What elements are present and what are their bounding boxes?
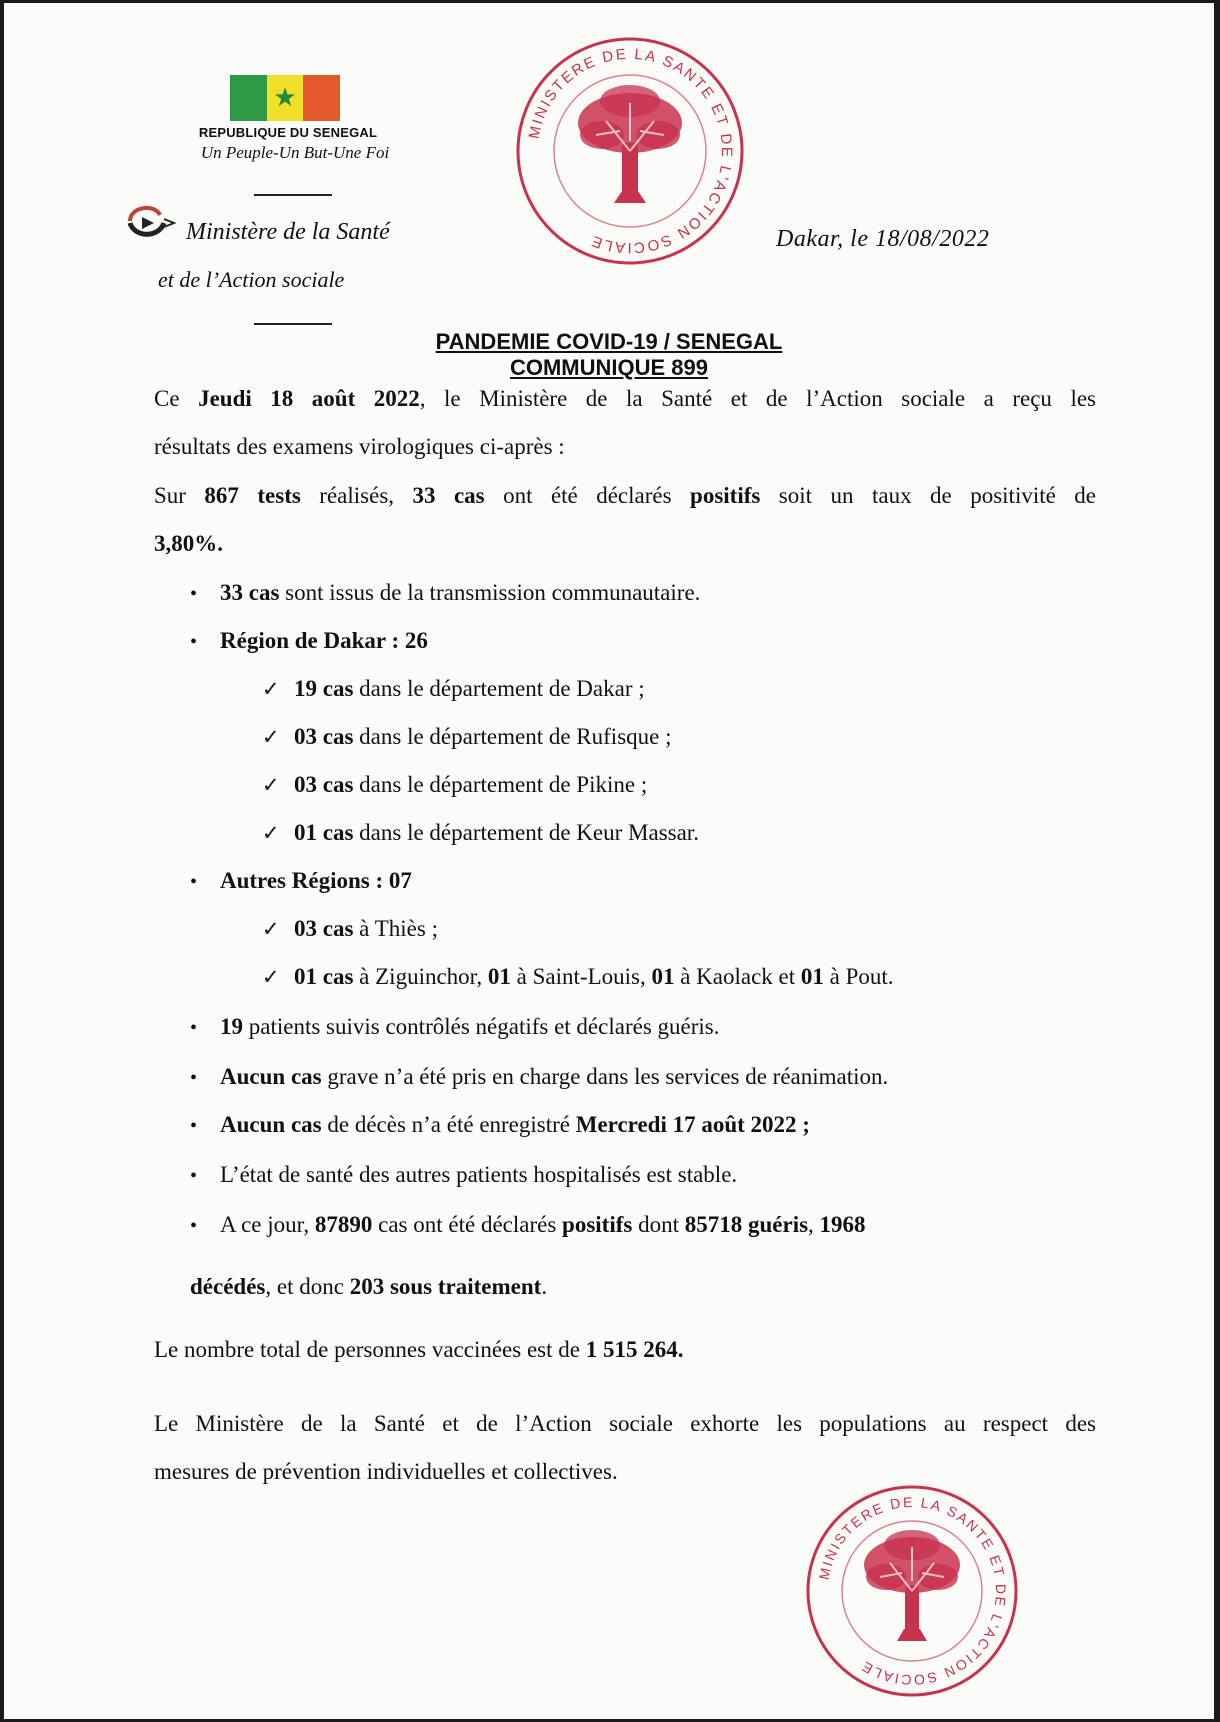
positivity-rate: 3,80%. [154, 531, 223, 556]
intro-line1: Ce Jeudi 18 août 2022, le Ministère de la Santé et de l’Action sociale a reçu les [154, 386, 1096, 411]
list-item: ✓ 01 cas dans le département de Keur Massar. [262, 820, 699, 845]
communique-title [4, 329, 1214, 381]
list-item: • Région de Dakar : 26 [190, 628, 428, 653]
list-item: • 19 patients suivis contrôlés négatifs et déclarés guéris. [190, 1014, 720, 1039]
list-item: • A ce jour, 87890 cas ont été déclarés positifs dont 85718 guéris, 1968 [190, 1212, 866, 1237]
flag-yellow-band [267, 75, 304, 121]
intro-line2: résultats des examens virologiques ci-après : [154, 434, 565, 459]
list-item: ✓ 19 cas dans le département de Dakar ; [262, 676, 645, 701]
document-date: Dakar, le 18/08/2022 [776, 226, 990, 252]
vaccination-total: Le nombre total de personnes vaccinées est de 1 515 264. [154, 1337, 684, 1362]
closing-line1: Le Ministère de la Santé et de l’Action sociale exhorte les populations au respect des [154, 1411, 1096, 1436]
svg-text:MINISTERE DE LA SANTE ET DE L': MINISTERE DE LA SANTE ET DE L'ACTION SOCIALE [815, 1493, 1010, 1689]
list-item: ✓ 03 cas à Thiès ; [262, 916, 438, 941]
check-icon: ✓ [262, 725, 280, 749]
flag-green-band [230, 75, 267, 121]
check-icon: ✓ [262, 677, 280, 701]
closing-line2: mesures de prévention individuelles et collectives. [154, 1459, 618, 1484]
list-item: ✓ 03 cas dans le département de Rufisque ; [262, 724, 672, 749]
ministry-seal-stamp-bottom [802, 1481, 1022, 1701]
header-divider-bottom [254, 323, 332, 325]
tests-line1: Sur 867 tests réalisés, 33 cas ont été déclarés positifs soit un taux de positivité de [154, 483, 1096, 508]
ministry-name-line1: Ministère de la Santé [186, 219, 390, 245]
check-icon: ✓ [262, 773, 280, 797]
header-divider-top [254, 194, 332, 196]
list-item: • Aucun cas de décès n’a été enregistré Mercredi 17 août 2022 ; [190, 1112, 810, 1137]
ministry-logo-icon [124, 201, 176, 241]
check-icon: ✓ [262, 821, 280, 845]
check-icon: ✓ [262, 965, 280, 989]
svg-text:MINISTERE DE LA SANTE ET DE L': MINISTERE DE LA SANTE ET DE L'ACTION SOCIALE [525, 45, 736, 257]
national-motto: Un Peuple-Un But-Une Foi [200, 143, 390, 162]
title-line2: COMMUNIQUE 899 [509, 355, 709, 380]
list-item: ✓ 01 cas à Ziguinchor, 01 à Saint-Louis, 01 à Kaolack et 01 à Pout. [262, 964, 894, 989]
list-item: • L’état de santé des autres patients hospitalisés est stable. [190, 1162, 738, 1187]
flag-red-band [303, 75, 340, 121]
list-item: ✓ 03 cas dans le département de Pikine ; [262, 772, 648, 797]
list-item-continuation: décédés, et donc 203 sous traitement. [190, 1274, 548, 1299]
list-item: • Autres Régions : 07 [190, 868, 412, 893]
title-line1: PANDEMIE COVID-19 / SENEGAL [435, 329, 783, 354]
check-icon: ✓ [262, 917, 280, 941]
list-item: • Aucun cas grave n’a été pris en charge dans les services de réanimation. [190, 1064, 889, 1089]
star-icon: ★ [273, 83, 297, 113]
republic-label: REPUBLIQUE DU SENEGAL [198, 125, 378, 140]
senegal-flag [230, 75, 340, 121]
ministry-seal-stamp [510, 31, 750, 271]
document-page [4, 3, 1214, 1719]
list-item: • 33 cas sont issus de la transmission communautaire. [190, 580, 701, 605]
ministry-name-line2: et de l’Action sociale [158, 267, 345, 292]
